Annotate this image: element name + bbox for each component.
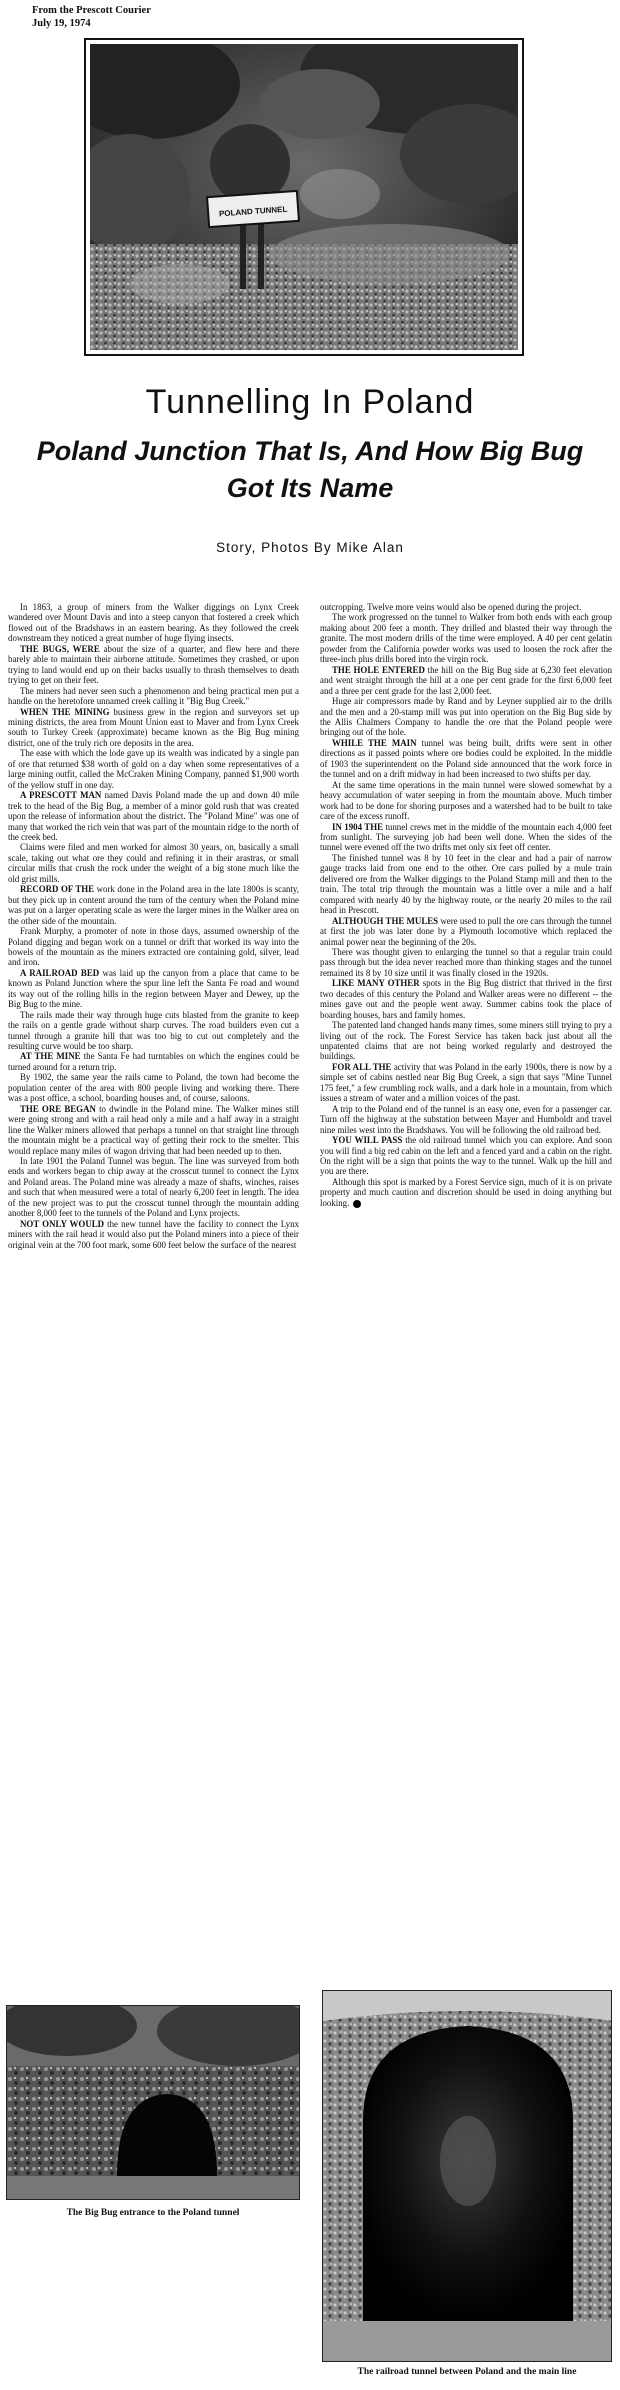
paragraph-text: Claims were filed and men worked for almost 30 years, on, basically a small scale, taking out what ore they could and refining it in their arastras, or small circular mills that crush the rock under the weight of a big stone much like the old grist mills.: [8, 842, 299, 884]
paragraph-text: about the size of a quarter, and flew here and there barely able to maintain their airborne attitude. Sometimes they crashed, or upon trying to land would end up on their backs usually to thrash themselves to death trying to get on their feet.: [8, 643, 300, 686]
article-paragraph: [8, 644, 299, 686]
paragraph-text: the hill on the Big Bug side at 6,230 feet elevation and went straight through the hill at a one per cent grade for the first 6,000 feet and a three per cent grade for the last 2,000 feet.: [320, 664, 613, 696]
top-photo: [90, 44, 518, 350]
article-paragraph: [8, 748, 299, 790]
big-bug-entrance-photo: [6, 2005, 300, 2200]
paragraph-text: The patented land changed hands many times, some miners still trying to pry a living out of the rock. The Forest Service has taken back just about all the unpatented claims that are not being worked regularly and destroyed the buildings.: [320, 1020, 612, 1062]
paragraph-lead-in: LIKE MANY OTHER: [332, 978, 420, 989]
article-paragraph: [8, 686, 299, 707]
paragraph-text: The miners had never seen such a phenomenon and being practical men put a handle on the heretofore unnamed creek calling it "Big Bug Creek.": [8, 685, 299, 707]
article-column-1: [8, 602, 299, 1250]
paragraph-text: The rails made their way through huge cuts blasted from the granite to keep the rails on a gentle grade without sharp curves. The road builders even cut a tunnel through a granite hill that was too big to cut out completely and the resulting curve would be too sharp.: [8, 1009, 299, 1052]
paragraph-text: Frank Murphy, a promoter of note in those days, assumed ownership of the Poland digging and began work on a tunnel or drift that worked its way into the bowels of the mountain as the miners extracted ore containing gold, silver, lead and iron.: [8, 926, 299, 968]
paragraph-lead-in: FOR ALL THE: [332, 1061, 392, 1072]
article-paragraph: [320, 822, 612, 853]
top-photo-frame: [84, 38, 524, 356]
paragraph-text: the Santa Fe had turntables on which the engines could be turned around for a return trip.: [8, 1051, 300, 1072]
article-paragraph: [320, 853, 612, 916]
headline: Tunnelling In Poland: [145, 383, 475, 421]
end-of-story-dot-icon: [353, 1200, 361, 1208]
article-paragraph: [320, 1135, 612, 1177]
paragraph-text: the old railroad tunnel which you can explore. And soon you will find a big red cabin on the left and a fenced yard and a cabin on the right. On the right will be a sign that points the way to the tunnel. Walk up the hill and you are there.: [320, 1135, 613, 1177]
article-paragraph: [320, 1062, 612, 1104]
article-paragraph: [8, 1072, 299, 1103]
article-paragraph: [320, 612, 612, 664]
paragraph-lead-in: AT THE MINE: [20, 1051, 81, 1062]
paragraph-text: In 1863, a group of miners from the Walker diggings on Lynx Creek wandered over Mount Davis and into a steep canyon that fostered a creek which flowed out of the Bradshaws in an eastern bearing. As they followed the creek downstream they noticed a great number of huge flying insects.: [8, 602, 299, 644]
byline: Story, Photos By Mike Alan: [216, 540, 404, 555]
paragraph-text: was laid up the canyon from a place that came to be known as Poland Junction where the spur line left the Santa Fe road and wound its way out of the rolling hills in the region between Mayer and Dewey, up the Big Bug to the mine.: [8, 967, 299, 1010]
article-paragraph: [320, 696, 612, 738]
paragraph-text: In late 1901 the Poland Tunnel was begun. The line was surveyed from both ends and workers began to chip away at the crosscut tunnel to connect the Lynx and Poland areas. The Poland mine was already a maze of shafts, winches, raises and such that when measured were a total of nearly 6,200 feet in length. The idea of the new project was to put the crosscut tunnel through the mountain adding another 8,000 feet to the tunnels of the Poland and Lynx projects.: [8, 1156, 299, 1219]
paragraph-text: The ease with which the lode gave up its wealth was indicated by a single pan of ore that returned $38 worth of gold on a day when some representatives of a large mining outfit, called the McCraken Mining Company, panned $1,900 worth of the yellow stuff in one day.: [8, 748, 299, 790]
article-paragraph: [8, 842, 299, 884]
article-paragraph: [8, 1104, 299, 1156]
paragraph-text: A trip to the Poland end of the tunnel is an easy one, even for a passenger car. Turn off the highway at the substation between Mayer and Humboldt and travel nine miles west into the Bradshaws. You will be following the old railroad bed.: [320, 1103, 612, 1135]
paragraph-text: to dwindle in the Poland mine. The Walker mines still were going strong and with a rail head only a mile and a half away in a straight line the Walker miners allowed that perhaps a tunnel on that straight line through the mountain might be a practical way of getting their rock to the smelter. This would replace many miles of wagon driving that had been needed up to then.: [8, 1103, 299, 1156]
article-paragraph: [320, 780, 612, 822]
caption-railroad-tunnel: The railroad tunnel between Poland and the main line: [357, 2367, 577, 2377]
article-paragraph: [8, 790, 299, 842]
paragraph-lead-in: WHEN THE MINING: [20, 706, 110, 717]
paragraph-lead-in: A PRESCOTT MAN: [20, 790, 102, 801]
article-paragraph: [320, 1104, 612, 1135]
paragraph-text: the new tunnel have the facility to connect the Lynx miners with the rail head it would also put the Poland miners into a piece of their original vein at the 700 foot mark, some 600 feet below the surface of the nearest: [8, 1218, 299, 1250]
paragraph-lead-in: WHILE THE MAIN: [332, 737, 417, 748]
article-column-2: [320, 602, 612, 1208]
article-paragraph: [8, 1010, 299, 1052]
article-paragraph: [320, 916, 612, 947]
article-paragraph: [320, 1020, 612, 1062]
paragraph-text: At the same time operations in the main tunnel were slowed somewhat by a heavy accumulation of water seeping in from the mountain above. Much timber work had to be done for shoring purposes and a watershed had to be built to take care of the excess runoff.: [320, 779, 612, 822]
paragraph-lead-in: THE BUGS, WERE: [20, 643, 100, 654]
article-paragraph: [8, 1051, 299, 1072]
caption-big-bug-entrance: The Big Bug entrance to the Poland tunnel: [66, 2208, 240, 2218]
source-date: July 19, 1974: [32, 18, 91, 29]
paragraph-lead-in: IN 1904 THE: [332, 821, 384, 832]
paragraph-lead-in: RECORD OF THE: [20, 884, 95, 895]
article-paragraph: [320, 978, 612, 1020]
source-publication: From the Prescott Courier: [32, 5, 151, 16]
paragraph-text: Although this spot is marked by a Forest Service sign, much of it is on private property and much caution and discretion should be used in doing anything but looking.: [320, 1176, 612, 1208]
tunnel-sign-photo: [90, 44, 518, 350]
article-paragraph: [320, 665, 612, 696]
paragraph-text: business grew in the region and surveyors set up mining districts, the area from Mount Union east to Maver and from Lynx Creek south to Turkey Creek (approximate) became known as the Big Bug mining district, one of the truly rich ore deposits in the area.: [8, 706, 299, 748]
article-paragraph: [8, 707, 299, 749]
paragraph-text: By 1902, the same year the rails came to Poland, the town had become the population center of the area with 800 people living and working there. There was a post office, a school, boarding houses and, of course, saloons.: [8, 1072, 299, 1104]
article-paragraph: [8, 926, 299, 968]
paragraph-lead-in: ALTHOUGH THE MULES: [332, 915, 439, 926]
paragraph-text: tunnel crews met in the middle of the mountain each 4,000 feet from sunlight. The surveying job had been well done. When the sides of the tunnel were evened off the two drifts met only six feet off center.: [320, 821, 612, 853]
paragraph-lead-in: THE HOLE ENTERED: [332, 664, 425, 675]
tunnel-entrance-image: [7, 2006, 300, 2200]
paragraph-text: tunnel was being built, drifts were sent in other directions as it passed points where ore bodies could be exploited. In the middle of 1903 the superintendent on the Poland side announced that the work force in the tunnel and on a drift midway in had been increased to two shifts per day.: [320, 737, 612, 780]
railroad-tunnel-image: [323, 1991, 612, 2362]
article-paragraph: [8, 884, 299, 926]
paragraph-lead-in: THE ORE BEGAN: [20, 1103, 96, 1114]
paragraph-text: were used to pull the ore cars through the tunnel at first the job was later done by a Plymouth locomotive which replaced the animal power near the beginning of the 20s.: [320, 915, 612, 947]
article-paragraph: [8, 1219, 299, 1250]
article-paragraph: [8, 1156, 299, 1219]
photo-sign-text: POLAND TUNNEL: [218, 204, 288, 219]
paragraph-text: spots in the Big Bug district that thrived in the first two decades of this century the Poland and Walker areas were no different -- the mines gave out and the people went away. Summer cabins took the place of boarding houses, bars and family homes.: [320, 978, 612, 1020]
paragraph-text: activity that was Poland in the early 1900s, there is now by a simple set of cabins nestled near Big Bug Creek, a sign that says "Mine Tunnel 175 feet," a few crumbling rock walls, and a dark hole in a mountain, from which issues a stream of water and a million voices of the past.: [320, 1061, 612, 1104]
article-paragraph: [320, 602, 612, 612]
article-paragraph: [320, 738, 612, 780]
subheadline: Poland Junction That Is, And How Big Bug Got Its Name: [36, 436, 584, 503]
paragraph-text: Huge air compressors made by Rand and by Leyner supplied air to the drills and the men and a 20-stamp mill was put into operation on the Big Bug side by the Allis Chalmers Company to handle the ore that the Poland people were bringing out of the hole.: [320, 696, 612, 738]
railroad-tunnel-photo: [322, 1990, 612, 2362]
article-paragraph: [8, 968, 299, 1010]
article-paragraph: [320, 947, 612, 978]
paragraph-text: The finished tunnel was 8 by 10 feet in the clear and had a pair of narrow gauge tracks laid from one end to the other. Ore cars pulled by a mule train delivered ore from the Walker diggings to the Poland Stamp mill and then to the train. The total trip through the mountain was a little over a mile and a half compared with nearly 40 by the highway route, or the nearly 20 miles to the rail head in Prescott.: [320, 852, 612, 916]
paragraph-lead-in: NOT ONLY WOULD: [20, 1218, 105, 1229]
paragraph-text: There was thought given to enlarging the tunnel so that a regular train could pass through but the idea never reached more than thinking stages and the tunnel remained its 8 by 10 size until it was finally closed in the 1920s.: [320, 946, 612, 978]
article-paragraph: [8, 602, 299, 644]
paragraph-text: named Davis Poland made the up and down 40 mile trek to the head of the Big Bug, a member of a minor gold rush that was created upon the release of information about the district. The "Poland Mine" was one of many that worked the rich vein that was part of the mountain ridge to the north of the creek bed.: [8, 790, 300, 842]
paragraph-text: work done in the Poland area in the late 1800s is scanty, but they pick up in content around the turn of the century when the Poland mine was put on a larger operating scale as were the larger mines in the Walker area on the other side of the mountain.: [8, 884, 300, 926]
paragraph-text: The work progressed on the tunnel to Walker from both ends with each group making about 200 feet a month. They drilled and blasted their way through the granite. The most modern drills of the time were employed. A 40 per cent gelatin powder from the California powder works was used to loosen the rock after the three-inch plus drills bored into the virgin rock.: [320, 612, 612, 665]
paragraph-lead-in: A RAILROAD BED: [20, 967, 100, 978]
source-info: [32, 4, 151, 30]
paragraph-lead-in: YOU WILL PASS: [332, 1135, 403, 1146]
article-paragraph: [320, 1177, 612, 1208]
paragraph-text: outcropping. Twelve more veins would also be opened during the project.: [320, 602, 582, 612]
